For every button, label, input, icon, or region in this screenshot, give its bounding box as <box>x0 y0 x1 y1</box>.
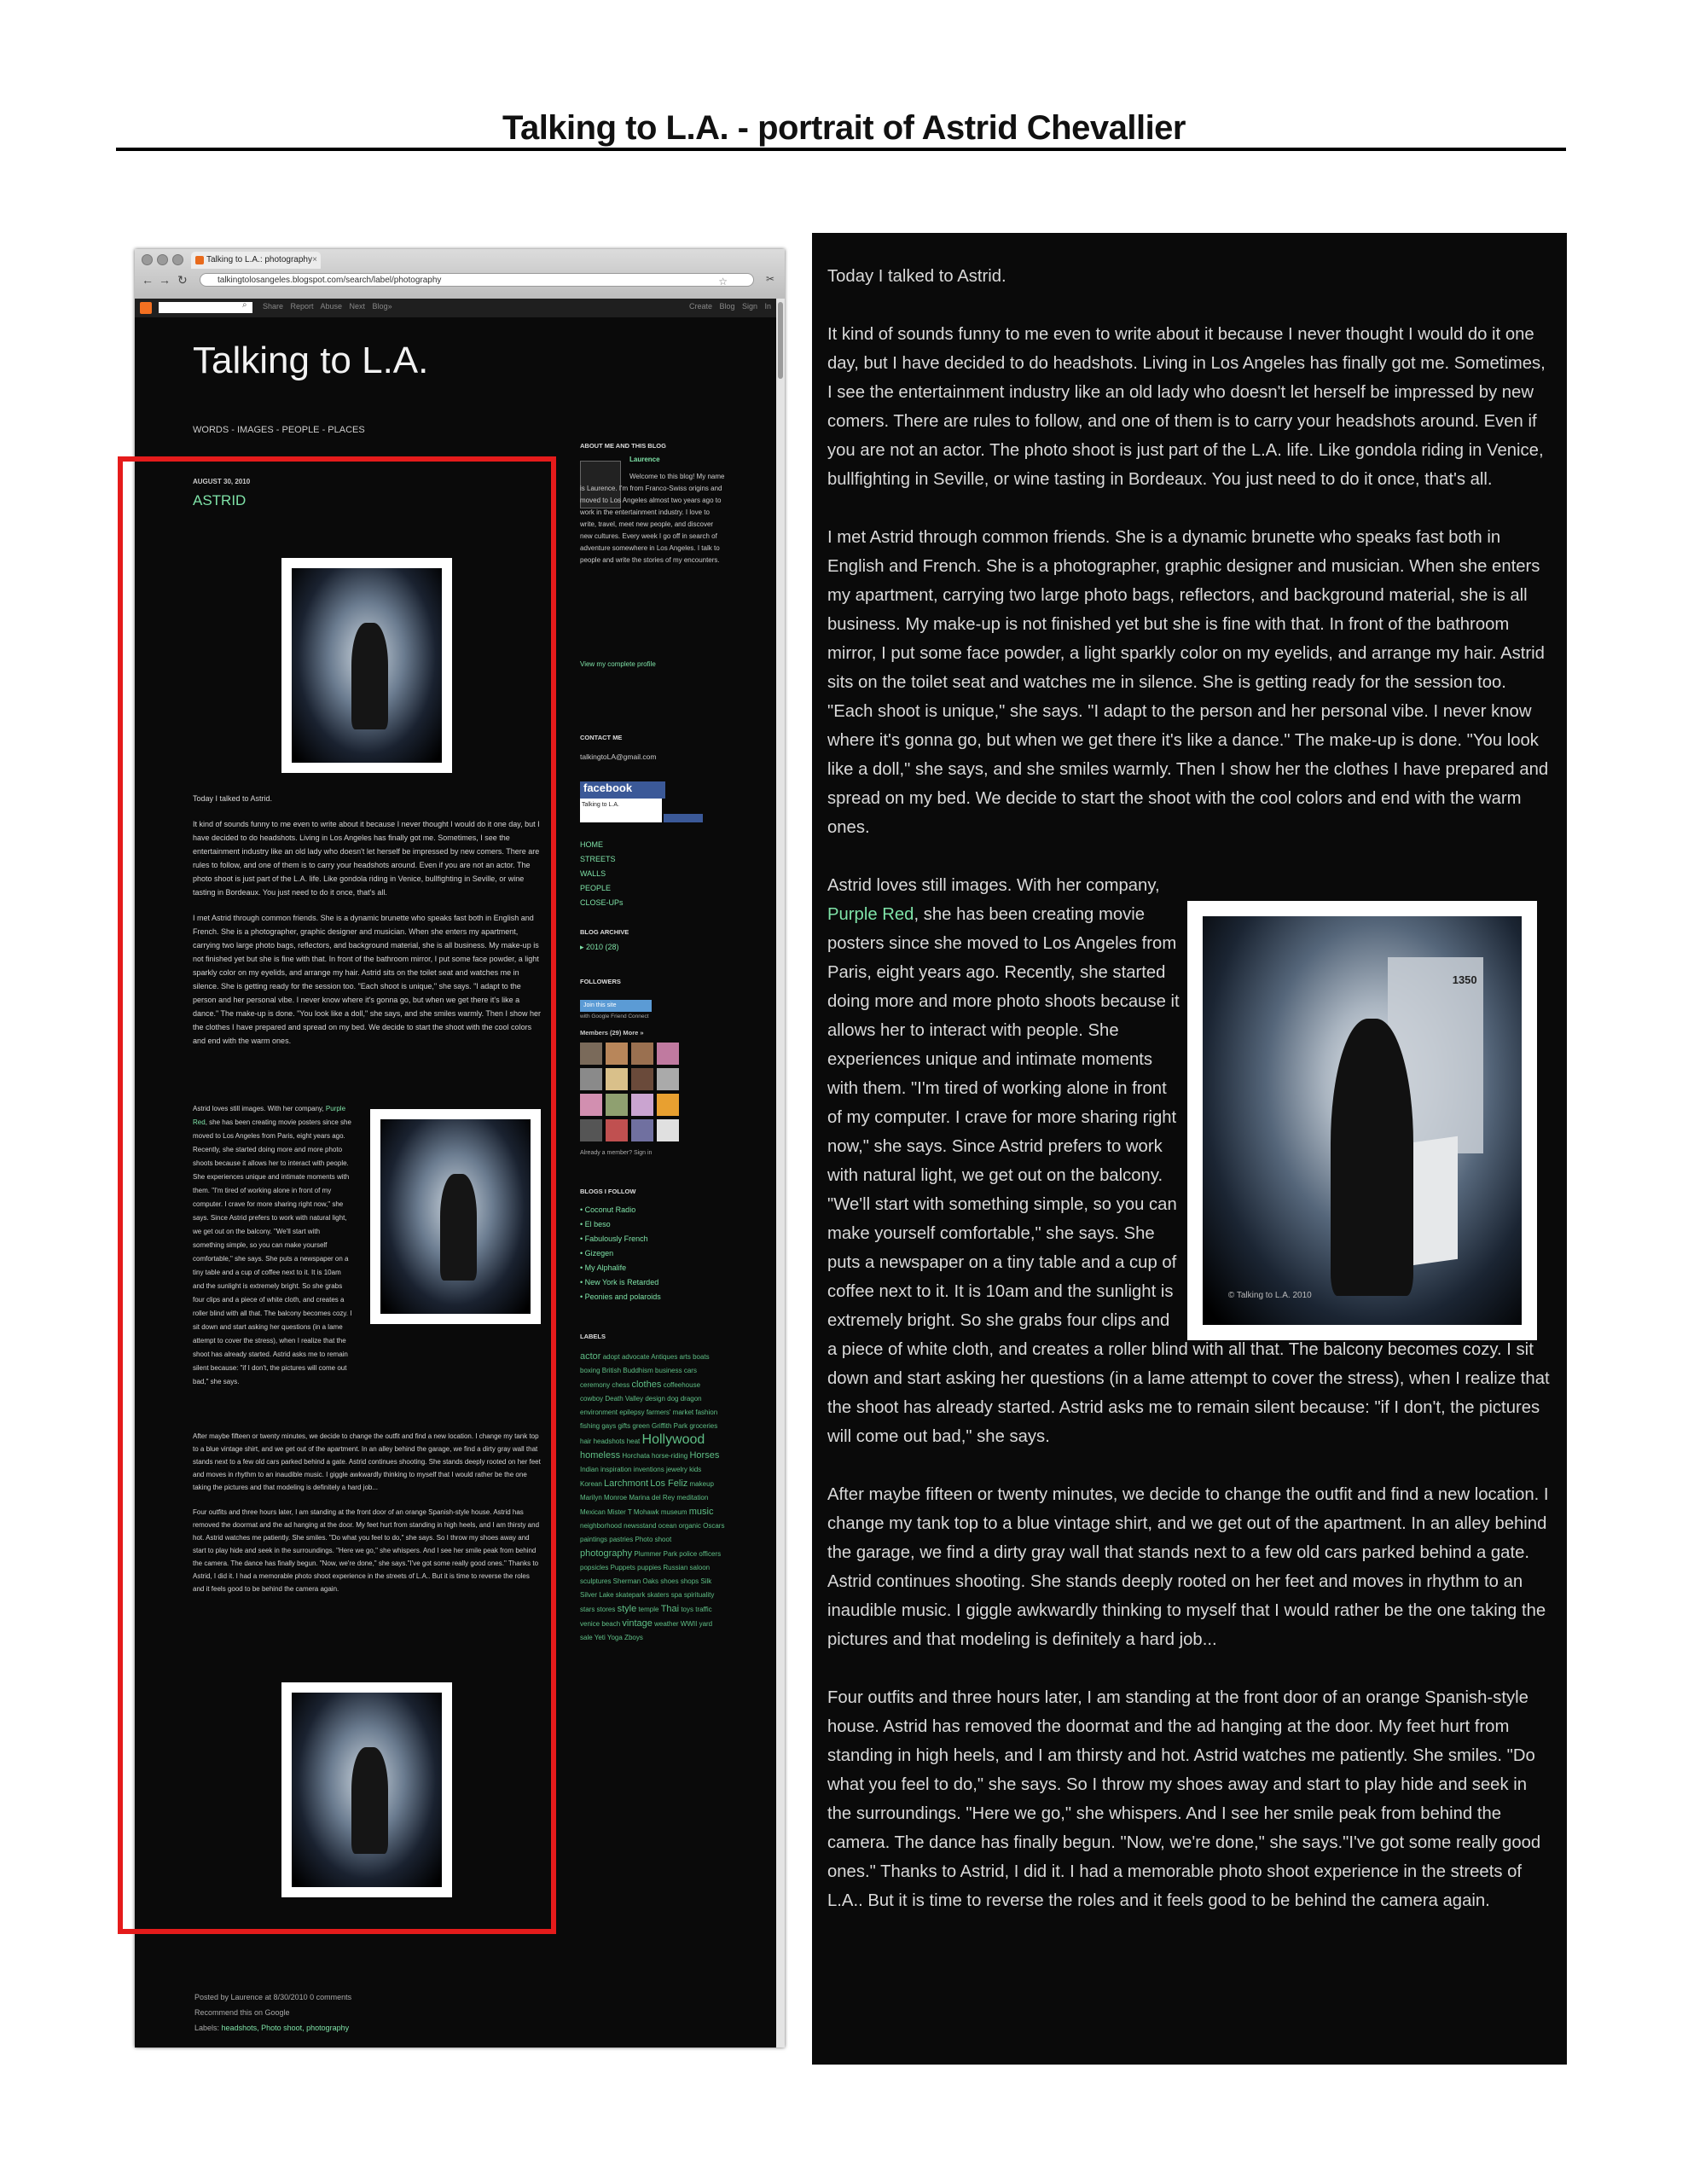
about-text: Welcome to this blog! My name is Laurence. I'm from Franco-Swiss origins and moved to Los Angeles almost two years ago to work in the entertainment industry. I love to write, travel, meet new people, and discover new cultures. Every week I go off in search of adventure somewhere in Los Angeles. I talk to people and write the stories of my encounters. <box>580 473 725 564</box>
recommend-google[interactable]: Recommend this on Google <box>194 2008 290 2017</box>
author-name[interactable]: Laurence <box>629 456 660 463</box>
nav-item-people[interactable]: PEOPLE <box>580 884 612 892</box>
article-paragraph: Today I talked to Astrid. <box>827 267 1006 286</box>
maximize-window-button[interactable] <box>172 254 183 265</box>
label-tag[interactable]: Larchmont <box>604 1478 649 1489</box>
photo-image <box>1203 916 1522 1325</box>
member-avatar[interactable] <box>657 1119 679 1141</box>
navigation-row <box>135 271 785 290</box>
post-text: Astrid loves still images. With her company, <box>193 1105 326 1112</box>
scrollbar-thumb[interactable] <box>778 302 783 379</box>
post-paragraph: Four outfits and three hours later, I am standing at the front door of an orange Spanish-style house. Astrid has removed the doormat and the ad hanging at the door. My feet hurt from standing in high heels, and I am thirsty and hot. Astrid watches me patiently. She smiles. "Do what you feel to do," she says. So I throw my shoes away and start to play hide and seek in the surroundings. "Here we go," she whispers. And I see her smile peak from behind the camera. The dance has finally begun. "Now, we're done," she says."I've got some really good ones." Thanks to Astrid, I did it. I had a memorable photo shoot experience in the streets of L.A.. But it is time to reverse the roles and it feels good to be behind the camera again. <box>193 1508 540 1593</box>
already-member-text[interactable]: Already a member? Sign in <box>580 1150 653 1156</box>
forward-arrow-icon[interactable]: → <box>159 273 171 287</box>
labels-prefix: Labels: <box>194 2024 220 2032</box>
label-tag[interactable]: Horses <box>689 1450 720 1461</box>
close-window-button[interactable] <box>142 254 153 265</box>
blog-link-label: Fabulously French <box>584 1234 648 1243</box>
red-highlight-box <box>118 456 556 1934</box>
contact-heading: CONTACT ME <box>580 734 623 741</box>
blog-title[interactable]: Talking to L.A. <box>193 340 429 381</box>
post-footer <box>194 1989 351 2036</box>
bookmark-star-icon[interactable]: ☆ <box>718 276 728 288</box>
article-paragraph: Four outfits and three hours later, I am standing at the front door of an orange Spanish-style house. Astrid has removed the doormat and the ad hanging at the door. My feet hurt from standing in high heels, and I am thirsty and hot. Astrid watches me patiently. She smiles. "Do what you feel to do," she says. So I throw my shoes away and start to play hide and seek in the surroundings. "Here we go," she whispers. And I see her smile peak from behind the camera. The dance has finally begun. "Now, we're done," she says."I've got some really good ones." Thanks to Astrid, I did it. I had a memorable photo shoot experience in the streets of L.A.. But it is time to reverse the roles and it feels good to be behind the camera again. <box>827 1688 1541 1910</box>
post-paragraph: After maybe fifteen or twenty minutes, we decide to change the outfit and find a new location. I change my tank top to a blue vintage shirt, and we get out of the apartment. In an alley behind the garage, we find a dirty gray wall that stands next to a few old cars parked behind a gate. Astrid continues shooting. She stands deeply rooted on her feet and moves in rhythm to an inaudible music. I giggle awkwardly thinking to myself that I would rather be the one taking the pictures and that modeling is definitely a hard job... <box>193 1432 541 1491</box>
browser-tab[interactable] <box>191 252 321 269</box>
archive-label: 2010 (28) <box>586 943 619 951</box>
post-paragraph: Today I talked to Astrid. <box>193 794 273 803</box>
post-text: , she has been creating movie posters since she moved to Los Angeles from Paris, eight years ago. Recently, she started doing more and more photo shoots because it allows her to interact with people. She experiences unique and intimate moments with them. "I'm tired of working alone in front of my computer. I crave for more sharing right now," she says. Since Astrid prefers to work with natural light, we get out on the balcony. "We'll start with something simple, so you can make yourself comfortable," she says. She puts a newspaper on a tiny table and a cup of coffee next to it. It is 10am and the sunlight is extremely bright. So she grabs four clips and a piece of white cloth, and creates a roller blind with all that. The balcony becomes cozy. I sit down and start asking her questions (in a lame attempt to cover the stress), when I realize that the shoot has already started. Astrid asks me to remain silent because: "if I don't, the pictures will come out bad," she says. <box>193 1118 352 1385</box>
post-labels <box>194 2020 351 2036</box>
label-tag[interactable]: makeup Marilyn Monroe Marina del Rey meditation Mexican Mister T Mohawk museum <box>580 1480 714 1516</box>
facebook-name-box <box>580 799 662 822</box>
member-avatar[interactable] <box>606 1119 628 1141</box>
member-avatar[interactable] <box>657 1068 679 1090</box>
archive-item-2010[interactable]: ▸ 2010 (28) <box>580 943 619 951</box>
house-number: 1350 <box>1452 973 1477 987</box>
photo-subject <box>1331 1019 1413 1297</box>
member-avatar[interactable] <box>631 1068 653 1090</box>
member-avatar[interactable] <box>606 1094 628 1116</box>
blog-link-label: El beso <box>584 1220 611 1228</box>
join-site-button[interactable]: Join this site <box>580 1000 652 1012</box>
member-avatar[interactable] <box>631 1094 653 1116</box>
tab-bar <box>135 249 785 270</box>
blog-search-input[interactable] <box>159 302 252 313</box>
label-tag[interactable]: Horchata horse-riding <box>622 1452 688 1460</box>
member-avatar[interactable] <box>657 1094 679 1116</box>
posted-by[interactable]: Posted by Laurence at 8/30/2010 0 comments <box>194 1993 352 2001</box>
nav-item-walls[interactable]: WALLS <box>580 869 606 878</box>
label-tag[interactable]: Plummer Park police officers popsicles Puppets puppies Russian saloon sculptures Sherman Oaks shoes shops Silk Silver Lake skatepark skaters spa spirituality stars stores <box>580 1550 722 1613</box>
blog-link[interactable]: • Coconut Radio <box>580 1205 636 1214</box>
blogs-list <box>580 1203 661 1304</box>
label-tag[interactable]: Thai <box>660 1604 680 1614</box>
blog-link-label: New York is Retarded <box>584 1278 659 1287</box>
label-tag[interactable]: temple <box>638 1606 659 1613</box>
blog-link[interactable]: • New York is Retarded <box>580 1278 659 1287</box>
scrollbar[interactable] <box>776 299 785 2048</box>
navbar-account-links[interactable]: Create Blog Sign In <box>688 302 771 311</box>
close-tab-icon[interactable]: × <box>312 255 317 264</box>
label-tag[interactable]: toys traffic venice beach <box>580 1606 712 1628</box>
blog-link-label: Coconut Radio <box>584 1205 636 1214</box>
browser-chrome <box>135 249 785 299</box>
facebook-page-name: Talking to L.A. <box>582 802 619 808</box>
url-text: talkingtolosangeles.blogspot.com/search/label/photography <box>218 276 442 285</box>
blog-link[interactable]: • Peonies and polaroids <box>580 1292 661 1301</box>
label-tag[interactable]: weather WWII yard sale Yeti Yoga Zboys <box>580 1620 713 1641</box>
nav-item-streets[interactable]: STREETS <box>580 855 616 863</box>
blog-description: WORDS - IMAGES - PEOPLE - PLACES <box>193 425 365 435</box>
label-tag[interactable]: Los Feliz <box>650 1478 688 1489</box>
view-profile-link[interactable]: View my complete profile <box>580 660 656 668</box>
member-avatar[interactable] <box>580 1094 602 1116</box>
blog-link[interactable]: • Fabulously French <box>580 1234 648 1243</box>
article-photo <box>1187 901 1537 1340</box>
blogger-logo-icon[interactable] <box>140 302 152 314</box>
label-tag[interactable]: photography <box>580 1548 633 1559</box>
followers-heading: FOLLOWERS <box>580 978 621 985</box>
member-avatar[interactable] <box>580 1119 602 1141</box>
blogger-favicon-icon <box>195 256 204 264</box>
contact-email[interactable]: talkingtoLA@gmail.com <box>580 752 657 761</box>
member-avatars <box>580 1043 679 1141</box>
blog-link-label: Peonies and polaroids <box>584 1292 661 1301</box>
label-tag[interactable]: coffeehouse cowboy Death Valley design dog dragon environment epilepsy farmers' market fashion fishing gays gifts green Griffith Park groceries hair headshots heat <box>580 1381 718 1445</box>
address-bar[interactable] <box>200 273 754 287</box>
nav-item-closeups[interactable]: CLOSE-UPs <box>580 898 624 907</box>
search-icon[interactable]: ⌕ <box>242 300 247 310</box>
label-tag[interactable]: Hollywood <box>641 1432 705 1447</box>
archive-heading: BLOG ARCHIVE <box>580 928 629 936</box>
article-paragraph: I met Astrid through common friends. She is a dynamic brunette who speaks fast both in English and French. She is a photographer, graphic designer and musician. When she enters my apartment, carrying two large photo bags, reflectors, and background material, she is all business. My make-up is not finished yet but she is fine with that. In front of the bathroom mirror, I put some face powder, a light sparkly color on my eyelids, and arrange my hair. Astrid sits on the toilet seat and watches me in silence. She is getting ready for the session too. "Each shoot is unique," she says. "I adapt to the person and her personal vibe. I never know where it's gonna go, but when we get there it's like a dance." The make-up is done. "You look like a doll," she says, and she smiles warmly. Then I show her the clothes I have prepared and spread on my bed. We decide to start the shoot with the cool colors and end with the warm ones. <box>827 528 1549 837</box>
post-labels-links[interactable]: headshots, Photo shoot, photography <box>221 2024 350 2032</box>
member-avatar[interactable] <box>657 1043 679 1065</box>
label-tag[interactable]: clothes <box>631 1380 662 1390</box>
title-underline <box>116 148 1566 151</box>
facebook-logo: facebook <box>583 781 633 794</box>
member-avatar[interactable] <box>580 1068 602 1090</box>
photo-caption: © Talking to L.A. 2010 <box>1227 1291 1312 1301</box>
tools-icon[interactable]: ✂ <box>766 273 775 285</box>
facebook-share-button[interactable] <box>664 814 703 822</box>
purple-red-link[interactable]: Purple Red <box>193 1105 346 1126</box>
blogger-navbar <box>135 299 785 317</box>
blog-link-label: Gizegen <box>584 1249 614 1258</box>
label-tag[interactable]: style <box>617 1604 637 1614</box>
minimize-window-button[interactable] <box>157 254 168 265</box>
reload-icon[interactable]: ↻ <box>177 273 188 287</box>
nav-list <box>580 838 624 910</box>
about-heading: ABOUT ME AND THIS BLOG <box>580 442 666 450</box>
document-title: Talking to L.A. - portrait of Astrid Chevallier <box>502 109 1186 147</box>
members-count[interactable]: Members (29) More » <box>580 1029 644 1037</box>
post-paragraph: It kind of sounds funny to me even to write about it because I never thought I would do it one day, but I have decided to do headshots. Living in Los Angeles has finally got me. Sometimes, I see the entertainment industry like an old lady who doesn't let herself be impressed by new comers. There are rules to follow, and one of them is to carry your headshots around. Even if you are not an actor. The photo shoot is just part of the L.A. life. Like gondola riding in Venice, bullfighting in Seville, or wine tasting in Bordeaux. You just need to do it once, that's all. <box>193 820 540 897</box>
tab-title: Talking to L.A.: photography <box>206 255 312 264</box>
post-title[interactable]: ASTRID <box>193 492 247 508</box>
member-avatar[interactable] <box>606 1068 628 1090</box>
labels-heading: LABELS <box>580 1333 606 1340</box>
member-avatar[interactable] <box>631 1119 653 1141</box>
navbar-links[interactable]: Share Report Abuse Next Blog» <box>263 302 392 311</box>
nav-item-home[interactable]: HOME <box>580 840 603 849</box>
label-tag[interactable]: neighborhood newsstand ocean organic Oscars paintings pastries Photo shoot <box>580 1522 725 1543</box>
label-tag[interactable]: homeless <box>580 1450 621 1461</box>
label-tag[interactable]: vintage <box>622 1618 653 1629</box>
member-avatar[interactable] <box>631 1043 653 1065</box>
window-controls <box>142 254 183 265</box>
member-avatar[interactable] <box>580 1043 602 1065</box>
label-tag[interactable]: Indian inspiration inventions jewelry kids Korean <box>580 1466 702 1488</box>
article-panel <box>812 233 1567 2065</box>
blog-link[interactable]: • My Alphalife <box>580 1263 627 1272</box>
article-paragraph: It kind of sounds funny to me even to write about it because I never thought I would do it one day, but I have decided to do headshots. Living in Los Angeles has finally got me. Sometimes, I see the entertainment industry like an old lady who doesn't let herself be impressed by new comers. There are rules to follow, and one of them is to carry your headshots around. Even if you are not an actor. The photo shoot is just part of the L.A. life. Like gondola riding in Venice, bullfighting in Seville, or wine tasting in Bordeaux. You just need to do it once, that's all. <box>827 325 1546 489</box>
labels-cloud[interactable] <box>580 1350 725 1645</box>
article-paragraph: After maybe fifteen or twenty minutes, we decide to change the outfit and find a new location. I change my tank top to a blue vintage shirt, and we get out of the apartment. In an alley behind the garage, we find a dirty gray wall that stands next to a few old cars parked behind a gate. Astrid continues shooting. She stands deeply rooted on her feet and moves in rhythm to an inaudible music. I giggle awkwardly thinking to myself that I would rather be the one taking the pictures and that modeling is definitely a hard job... <box>827 1485 1549 1649</box>
blog-sidebar <box>580 442 734 1641</box>
purple-red-link[interactable]: Purple Red <box>827 905 914 924</box>
facebook-badge[interactable] <box>580 781 665 799</box>
label-tag[interactable]: actor <box>580 1351 601 1362</box>
blog-link-label: My Alphalife <box>584 1263 627 1272</box>
blogs-heading: BLOGS I FOLLOW <box>580 1188 636 1195</box>
back-arrow-icon[interactable]: ← <box>142 273 154 287</box>
label-tag[interactable]: music <box>688 1507 714 1517</box>
article-text-run: Astrid loves still images. With her company, <box>827 876 1160 895</box>
post-paragraph: I met Astrid through common friends. She is a dynamic brunette who speaks fast both in English and French. She is a photographer, graphic designer and musician. When she enters my apartment, carrying two large photo bags, reflectors, and background material, she is all business. My make-up is not finished yet but she is fine with that. In front of the bathroom mirror, I put some face powder, a light sparkly color on my eyelids, and arrange my hair. Astrid sits on the toilet seat and watches me in silence. She is getting ready for the session too. "Each shoot is unique," she says. "I adapt to the person and her personal vibe. I never know where it's gonna go, but when we get there it's like a dance." The make-up is done. "You look like a doll," she says, and she smiles warmly. Then I show her the clothes I have prepared and spread on my bed. We decide to start the shoot with the cool colors and end with the warm ones. <box>193 914 541 1045</box>
article-text-run: , she has been creating movie posters since she moved to Los Angeles from Paris, eight years ago. Recently, she started doing more and more photo shoots because it allows her to interact with people. She experiences unique and intimate moments with them. "I'm tired of working alone in front of my computer. I crave for more sharing right now," she says. Since Astrid prefers to work with natural light, we get out on the balcony. "We'll start with something simple, so you can make yourself comfortable," she says. She puts a newspaper on a tiny table and a cup of coffee next to it. It is 10am and the sunlight is extremely bright. So she grabs four clips and a piece of white cloth, and creates a roller blind with all that. The balcony becomes cozy. I sit down and start asking her questions (in a lame attempt to cover the stress), when I realize that the shoot has already started. Astrid asks me to remain silent because: "if I don't, the pictures will come out bad," she says. <box>827 905 1550 1446</box>
blog-link[interactable]: • Gizegen <box>580 1249 614 1258</box>
member-avatar[interactable] <box>606 1043 628 1065</box>
label-tag[interactable]: adopt advocate Antiques arts boats boxing British Buddhism business cars ceremony chess <box>580 1353 710 1389</box>
post-date: AUGUST 30, 2010 <box>193 478 251 485</box>
follow-subtext: with Google Friend Connect <box>580 1014 649 1019</box>
blog-link[interactable]: • El beso <box>580 1220 611 1228</box>
about-block <box>629 454 725 466</box>
